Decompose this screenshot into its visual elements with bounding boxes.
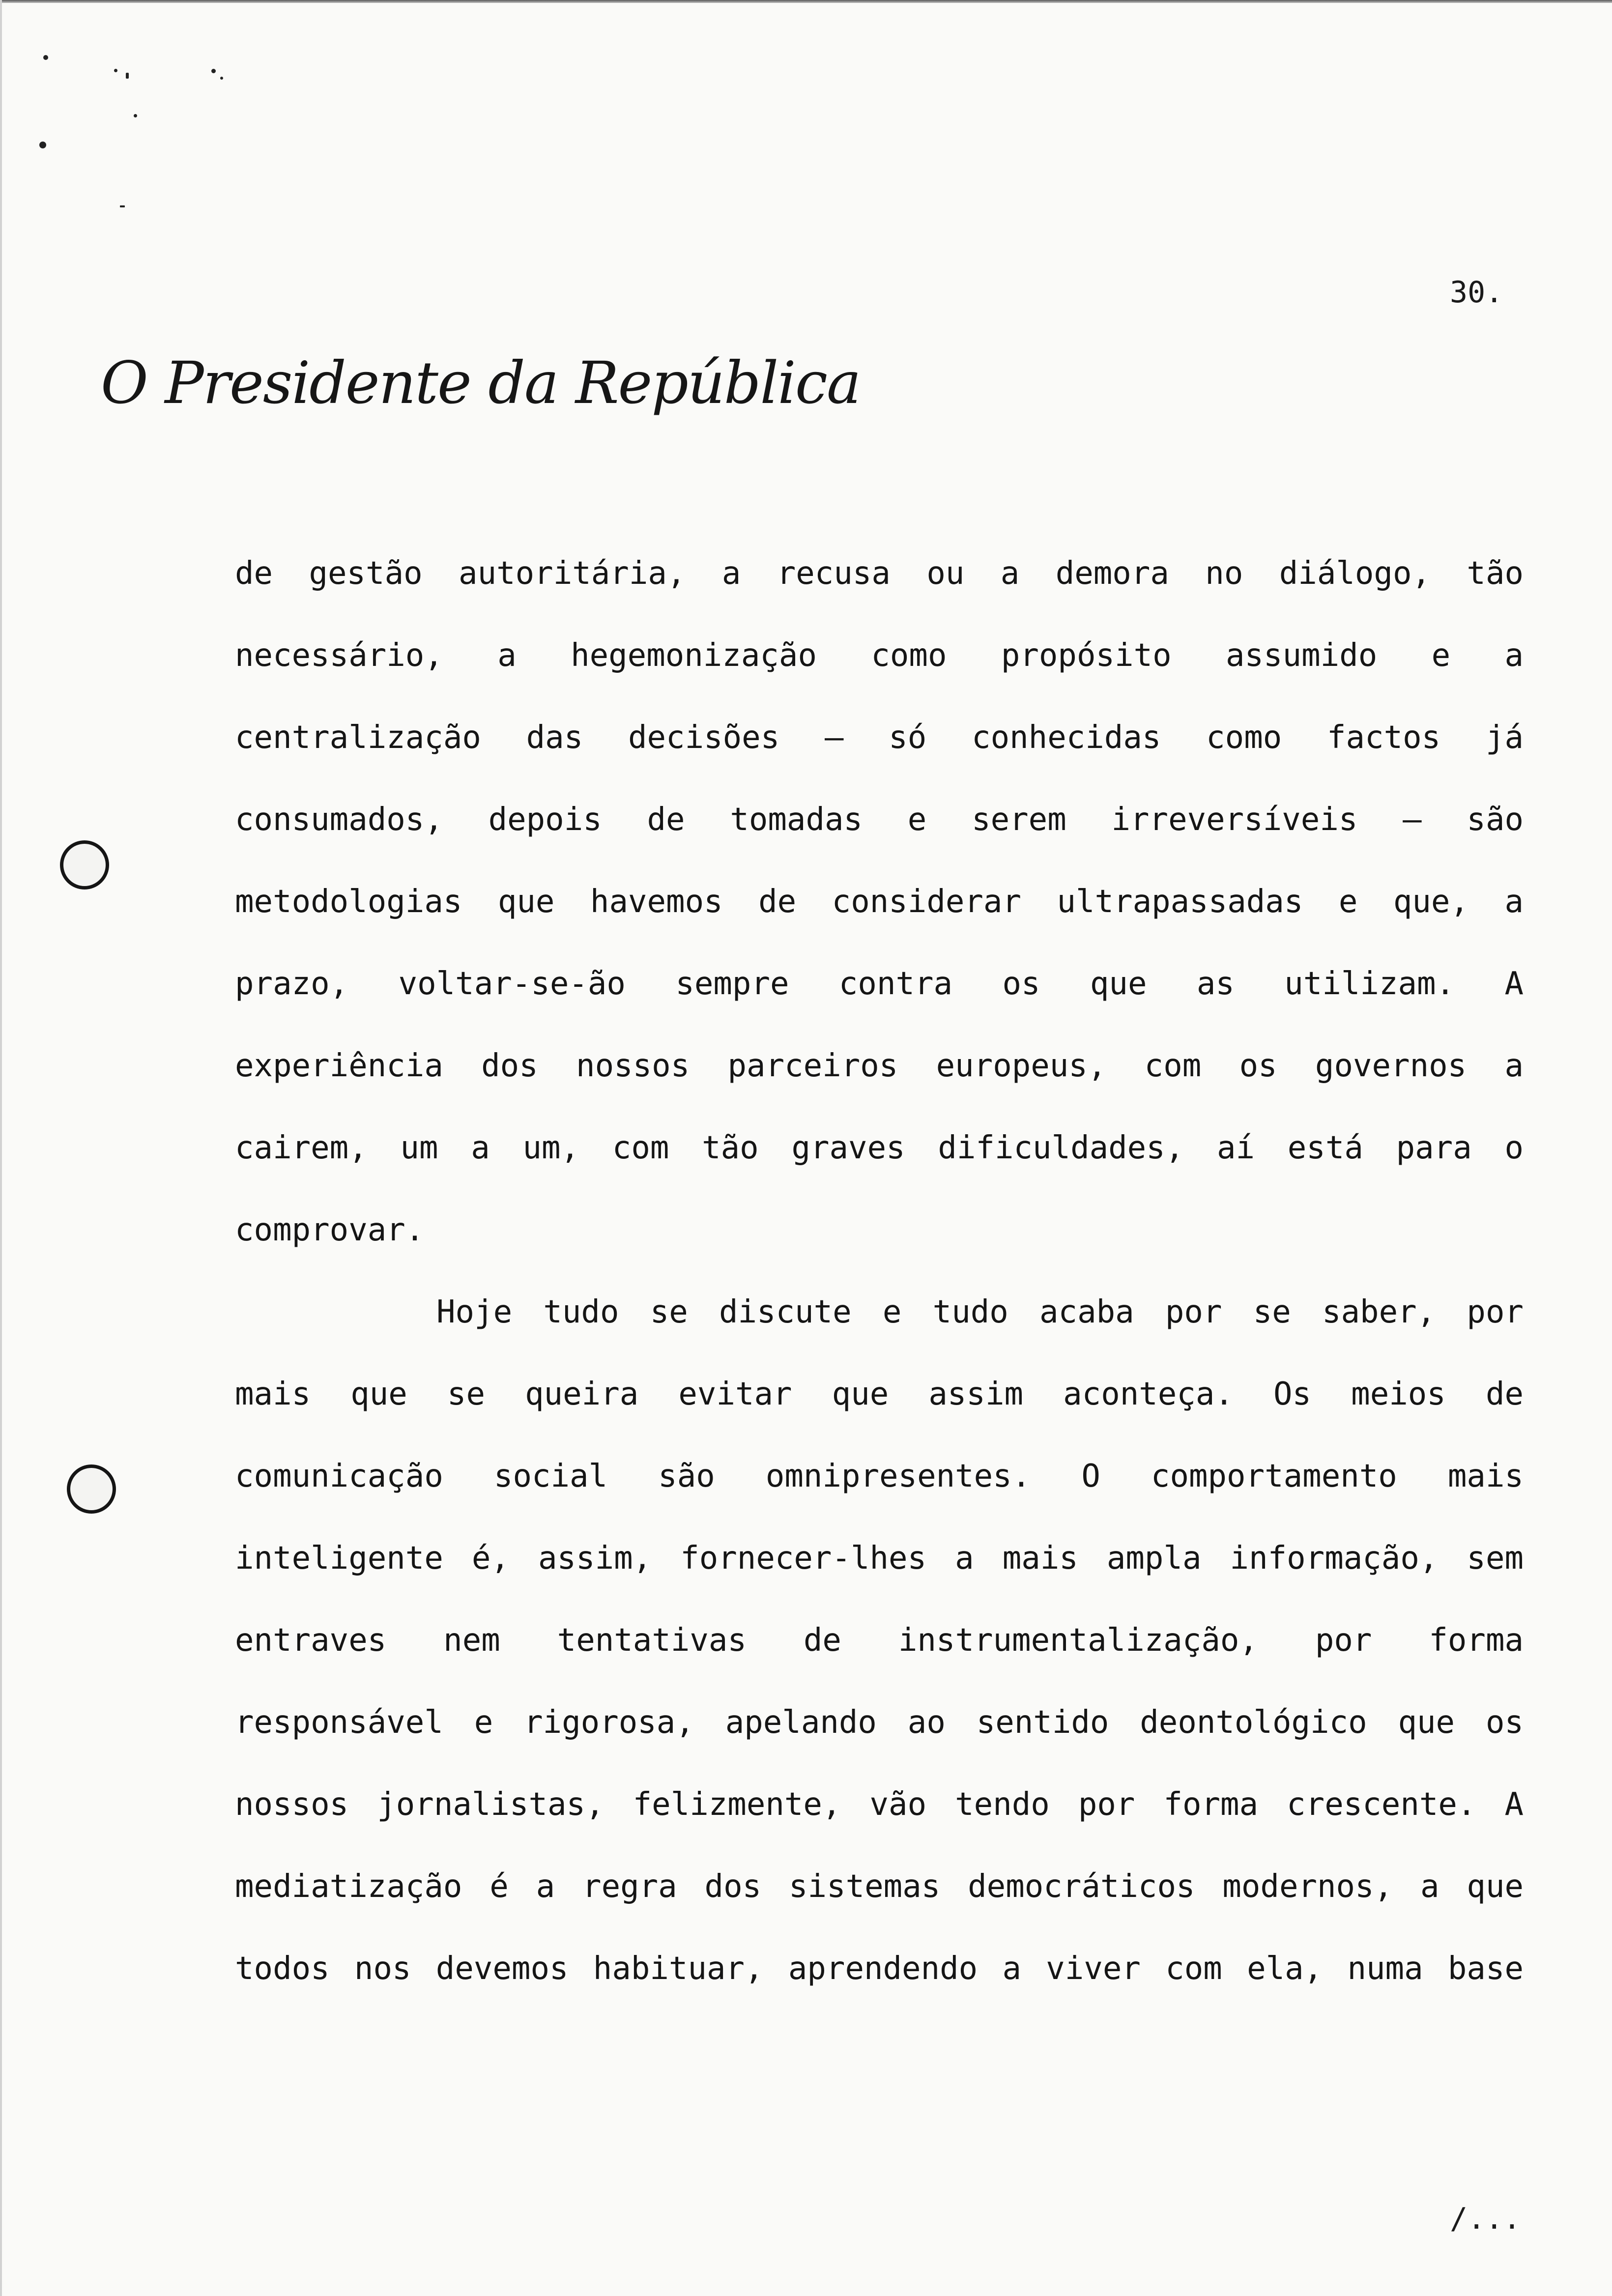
paragraph (235, 556, 1524, 1295)
text-line: comunicação social são omnipresentes. O comportamento mais (235, 1458, 1524, 1494)
page-number: 30. (1450, 275, 1503, 310)
continuation-mark: /... (1450, 2202, 1521, 2236)
scan-speck (211, 69, 216, 73)
scan-speck (43, 55, 48, 60)
scan-top-edge (0, 0, 1612, 3)
text-line: consumados, depois de tomadas e serem irreversíveis – são (235, 802, 1524, 838)
text-line: de gestão autoritária, a recusa ou a demora no diálogo, tão (235, 555, 1524, 592)
scan-speck (120, 205, 125, 207)
text-line: prazo, voltar-se-ão sempre contra os que as utilizam. A (235, 966, 1524, 1002)
paragraph (235, 1295, 1524, 2034)
text-line: cairem, um a um, com tão graves dificuldades, aí está para o (235, 1130, 1524, 1166)
text-line: centralização das decisões – só conhecidas como factos já (235, 719, 1524, 756)
text-line: necessário, a hegemonização como propósito assumido e a (235, 637, 1524, 674)
scan-speck (134, 114, 137, 117)
text-line: mais que se queira evitar que assim aconteça. Os meios de (235, 1376, 1524, 1412)
text-line: inteligente é, assim, fornecer-lhes a mais ampla informação, sem (235, 1540, 1524, 1577)
punch-hole-lower (67, 1464, 116, 1514)
body-text (235, 556, 1524, 2034)
text-line: comprovar. (235, 1212, 425, 1248)
scan-speck (114, 69, 117, 72)
text-line: experiência dos nossos parceiros europeus, com os governos a (235, 1048, 1524, 1084)
text-line: responsável e rigorosa, apelando ao sentido deontológico que os (235, 1704, 1524, 1741)
letterhead-title: O Presidente da República (101, 349, 861, 417)
scan-speck (126, 73, 129, 79)
text-line: nossos jornalistas, felizmente, vão tendo por forma crescente. A (235, 1786, 1524, 1823)
text-line: entraves nem tentativas de instrumentalização, por forma (235, 1622, 1524, 1659)
punch-hole-upper (60, 840, 109, 890)
text-line: todos nos devemos habituar, aprendendo a viver com ela, numa base (235, 1951, 1524, 1987)
scan-speck (39, 142, 46, 148)
scan-speck (220, 77, 223, 80)
text-line: mediatização é a regra dos sistemas democráticos modernos, a que (235, 1868, 1524, 1905)
text-line: Hoje tudo se discute e tudo acaba por se saber, por (436, 1294, 1524, 1330)
scan-left-edge (0, 0, 2, 2296)
text-line: metodologias que havemos de considerar ultrapassadas e que, a (235, 884, 1524, 920)
